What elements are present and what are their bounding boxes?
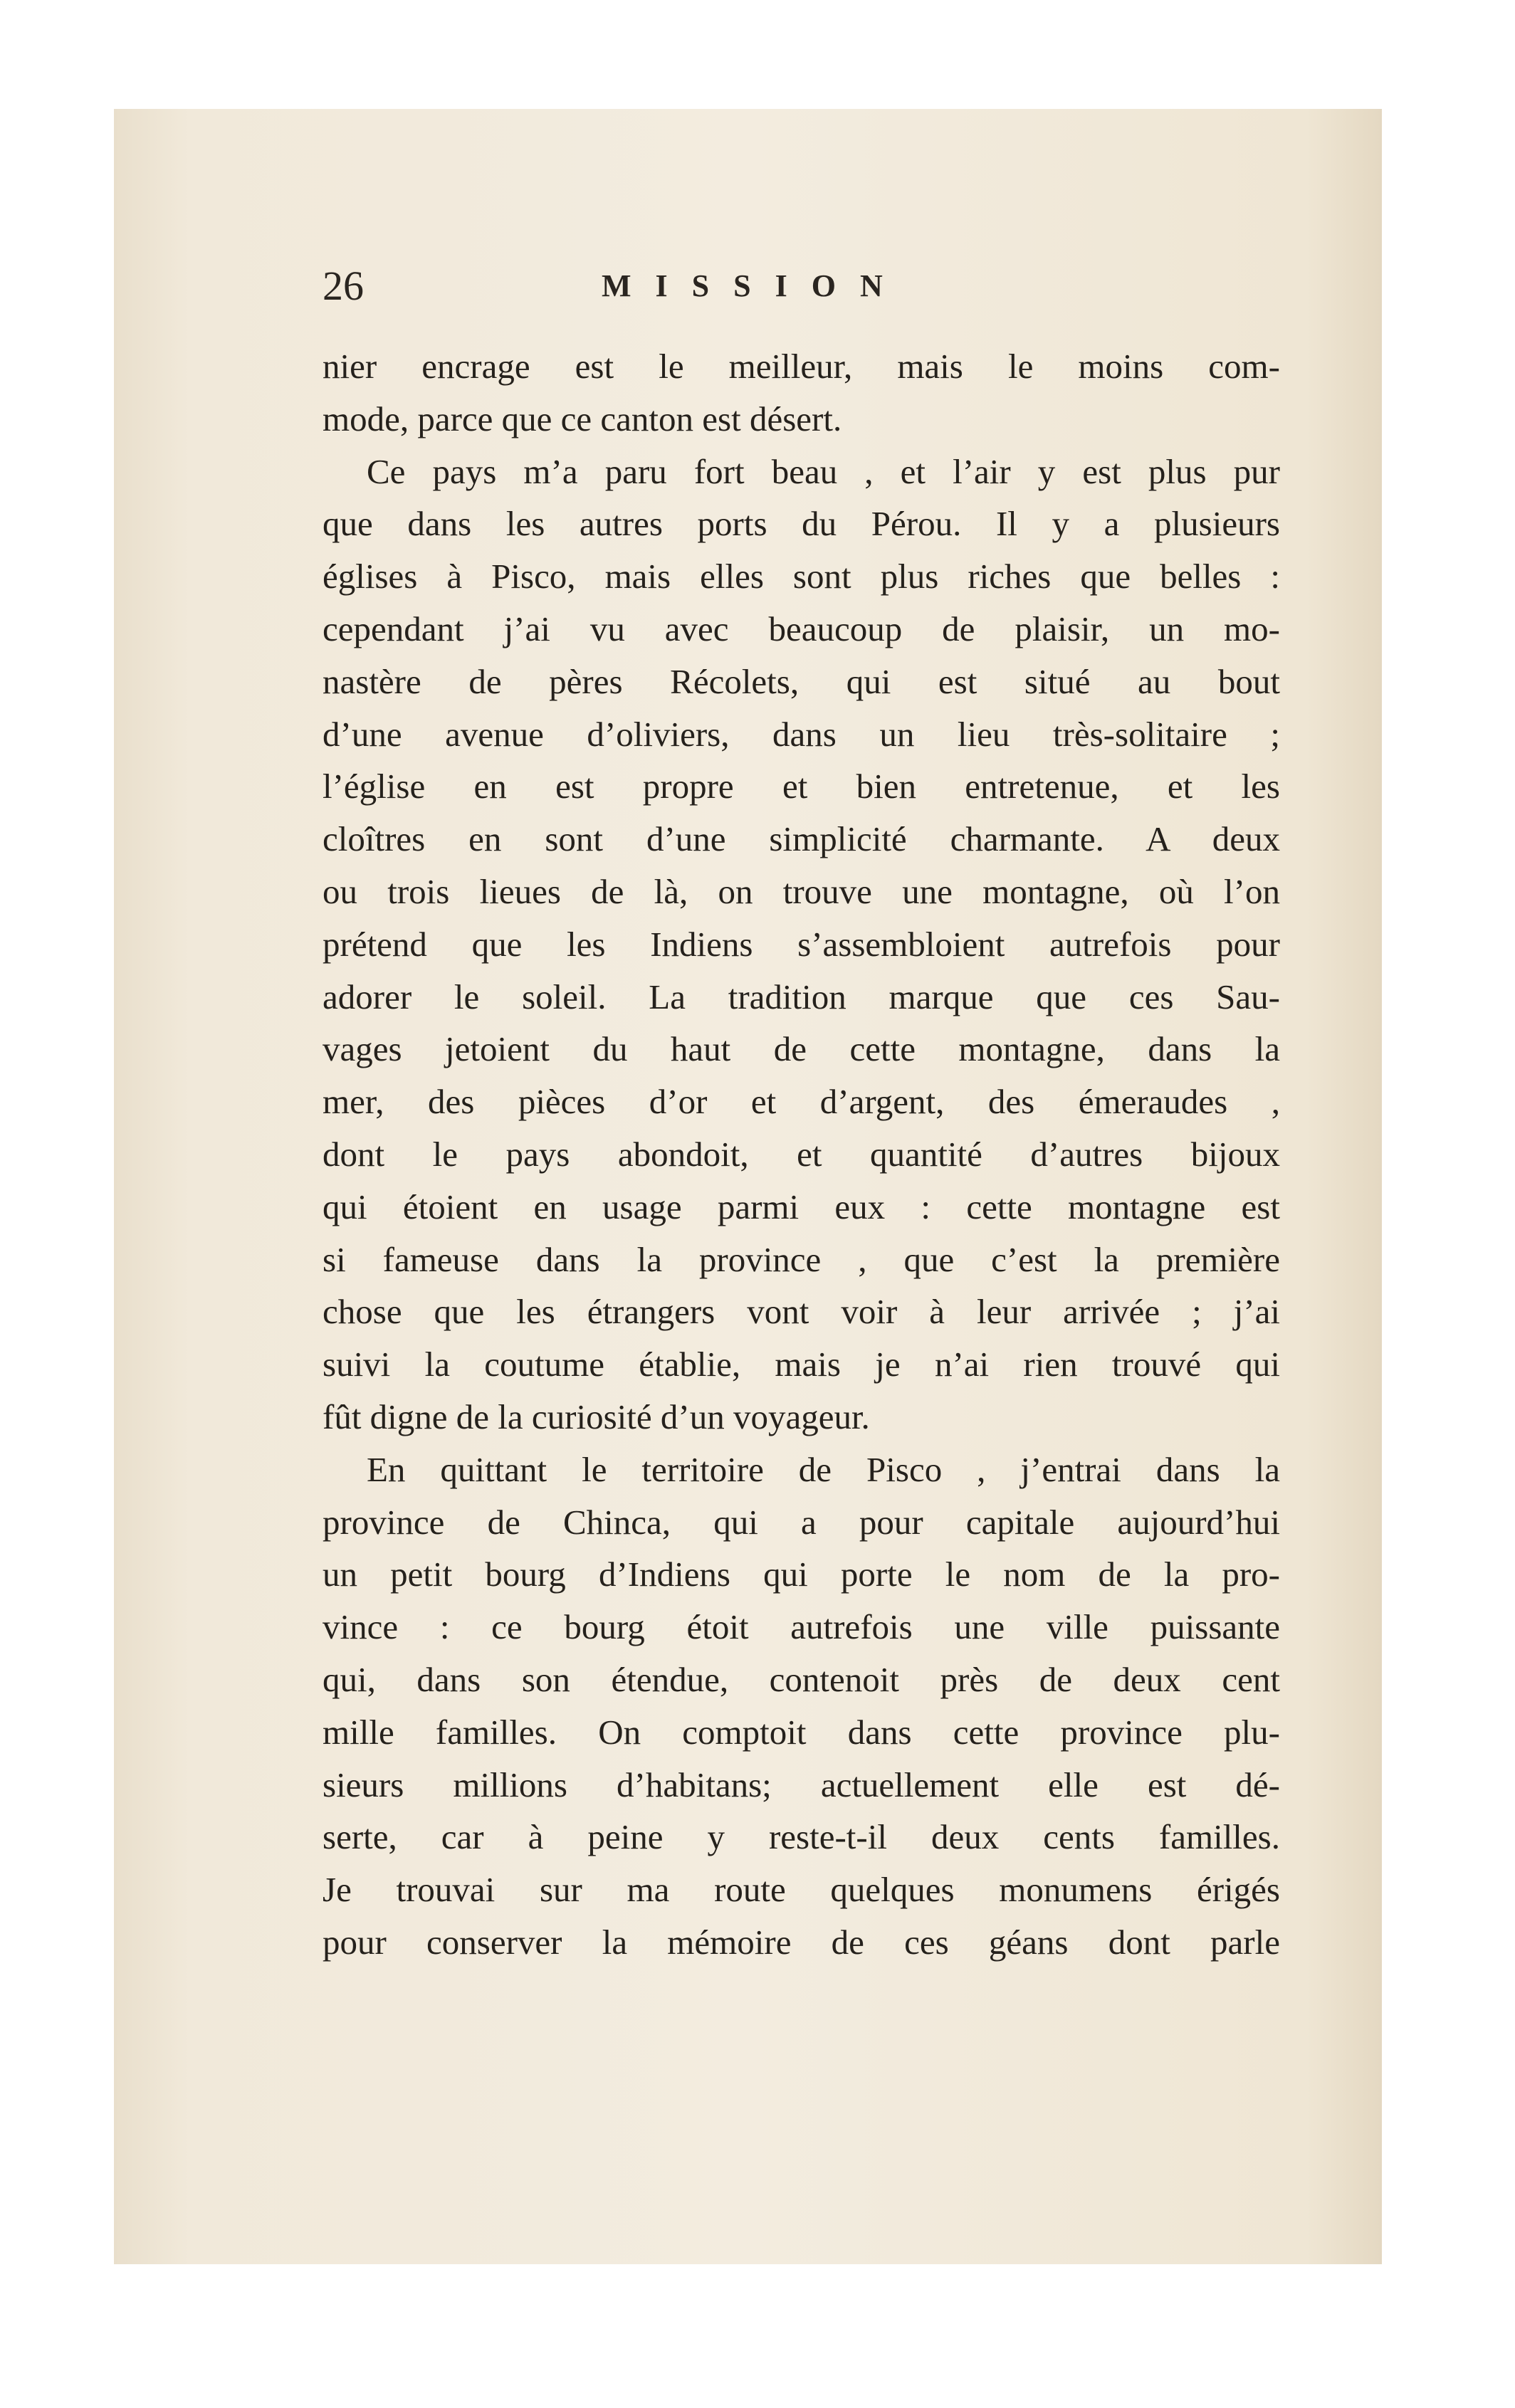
text-line: province de Chinca, qui a pour capitale aujourd’hui	[323, 1502, 1280, 1542]
text-line: vince : ce bourg étoit autrefois une ville puissante	[323, 1607, 1280, 1647]
text-line: serte, car à peine y reste-t-il deux cents familles.	[323, 1817, 1280, 1857]
text-line: chose que les étrangers vont voir à leur arrivée ; j’ai	[323, 1292, 1280, 1332]
text-line: mer, des pièces d’or et d’argent, des émeraudes ,	[323, 1082, 1280, 1122]
text-line: mille familles. On comptoit dans cette province plu-	[323, 1712, 1280, 1752]
text-line: cependant j’ai vu avec beaucoup de plaisir, un mo-	[323, 609, 1280, 648]
text-line: sieurs millions d’habitans; actuellement elle est dé-	[323, 1765, 1280, 1804]
text-line: En quittant le territoire de Pisco , j’entrai dans la	[367, 1449, 1280, 1489]
text-line: l’église en est propre et bien entretenue, et les	[323, 767, 1280, 806]
running-title: MISSION	[602, 268, 907, 303]
text-line: cloîtres en sont d’une simplicité charmante. A deux	[323, 819, 1280, 859]
text-line: pour conserver la mémoire de ces géans dont parle	[323, 1922, 1280, 1962]
text-line: ou trois lieues de là, on trouve une montagne, où l’on	[323, 871, 1280, 911]
text-line: nastère de pères Récolets, qui est situé au bout	[323, 661, 1280, 701]
text-line: mode, parce que ce canton est désert.	[323, 399, 842, 438]
body-text	[323, 340, 1280, 1969]
text-line: qui étoient en usage parmi eux : cette montagne est	[323, 1187, 1280, 1226]
text-line: suivi la coutume établie, mais je n’ai rien trouvé qui	[323, 1345, 1280, 1384]
text-line: églises à Pisco, mais elles sont plus riches que belles :	[323, 557, 1280, 596]
text-line: un petit bourg d’Indiens qui porte le nom de la pro-	[323, 1555, 1280, 1594]
text-line: fût digne de la curiosité d’un voyageur.	[323, 1397, 870, 1436]
text-line: dont le pays abondoit, et quantité d’autres bijoux	[323, 1134, 1280, 1174]
page-number: 26	[323, 263, 364, 309]
text-line: Ce pays m’a paru fort beau , et l’air y est plus pur	[367, 451, 1280, 491]
text-line: nier encrage est le meilleur, mais le moins com-	[323, 347, 1280, 386]
text-line: adorer le soleil. La tradition marque que ces Sau-	[323, 977, 1280, 1016]
text-line: prétend que les Indiens s’assembloient autrefois pour	[323, 924, 1280, 964]
text-line: si fameuse dans la province , que c’est la première	[323, 1239, 1280, 1279]
text-line: que dans les autres ports du Pérou. Il y a plusieurs	[323, 504, 1280, 544]
text-line: vages jetoient du haut de cette montagne, dans la	[323, 1029, 1280, 1069]
text-line: d’une avenue d’oliviers, dans un lieu très-solitaire ;	[323, 714, 1280, 754]
text-line: qui, dans son étendue, contenoit près de deux cent	[323, 1659, 1280, 1699]
page-header	[323, 262, 1273, 312]
text-line: Je trouvai sur ma route quelques monumens érigés	[323, 1870, 1280, 1910]
